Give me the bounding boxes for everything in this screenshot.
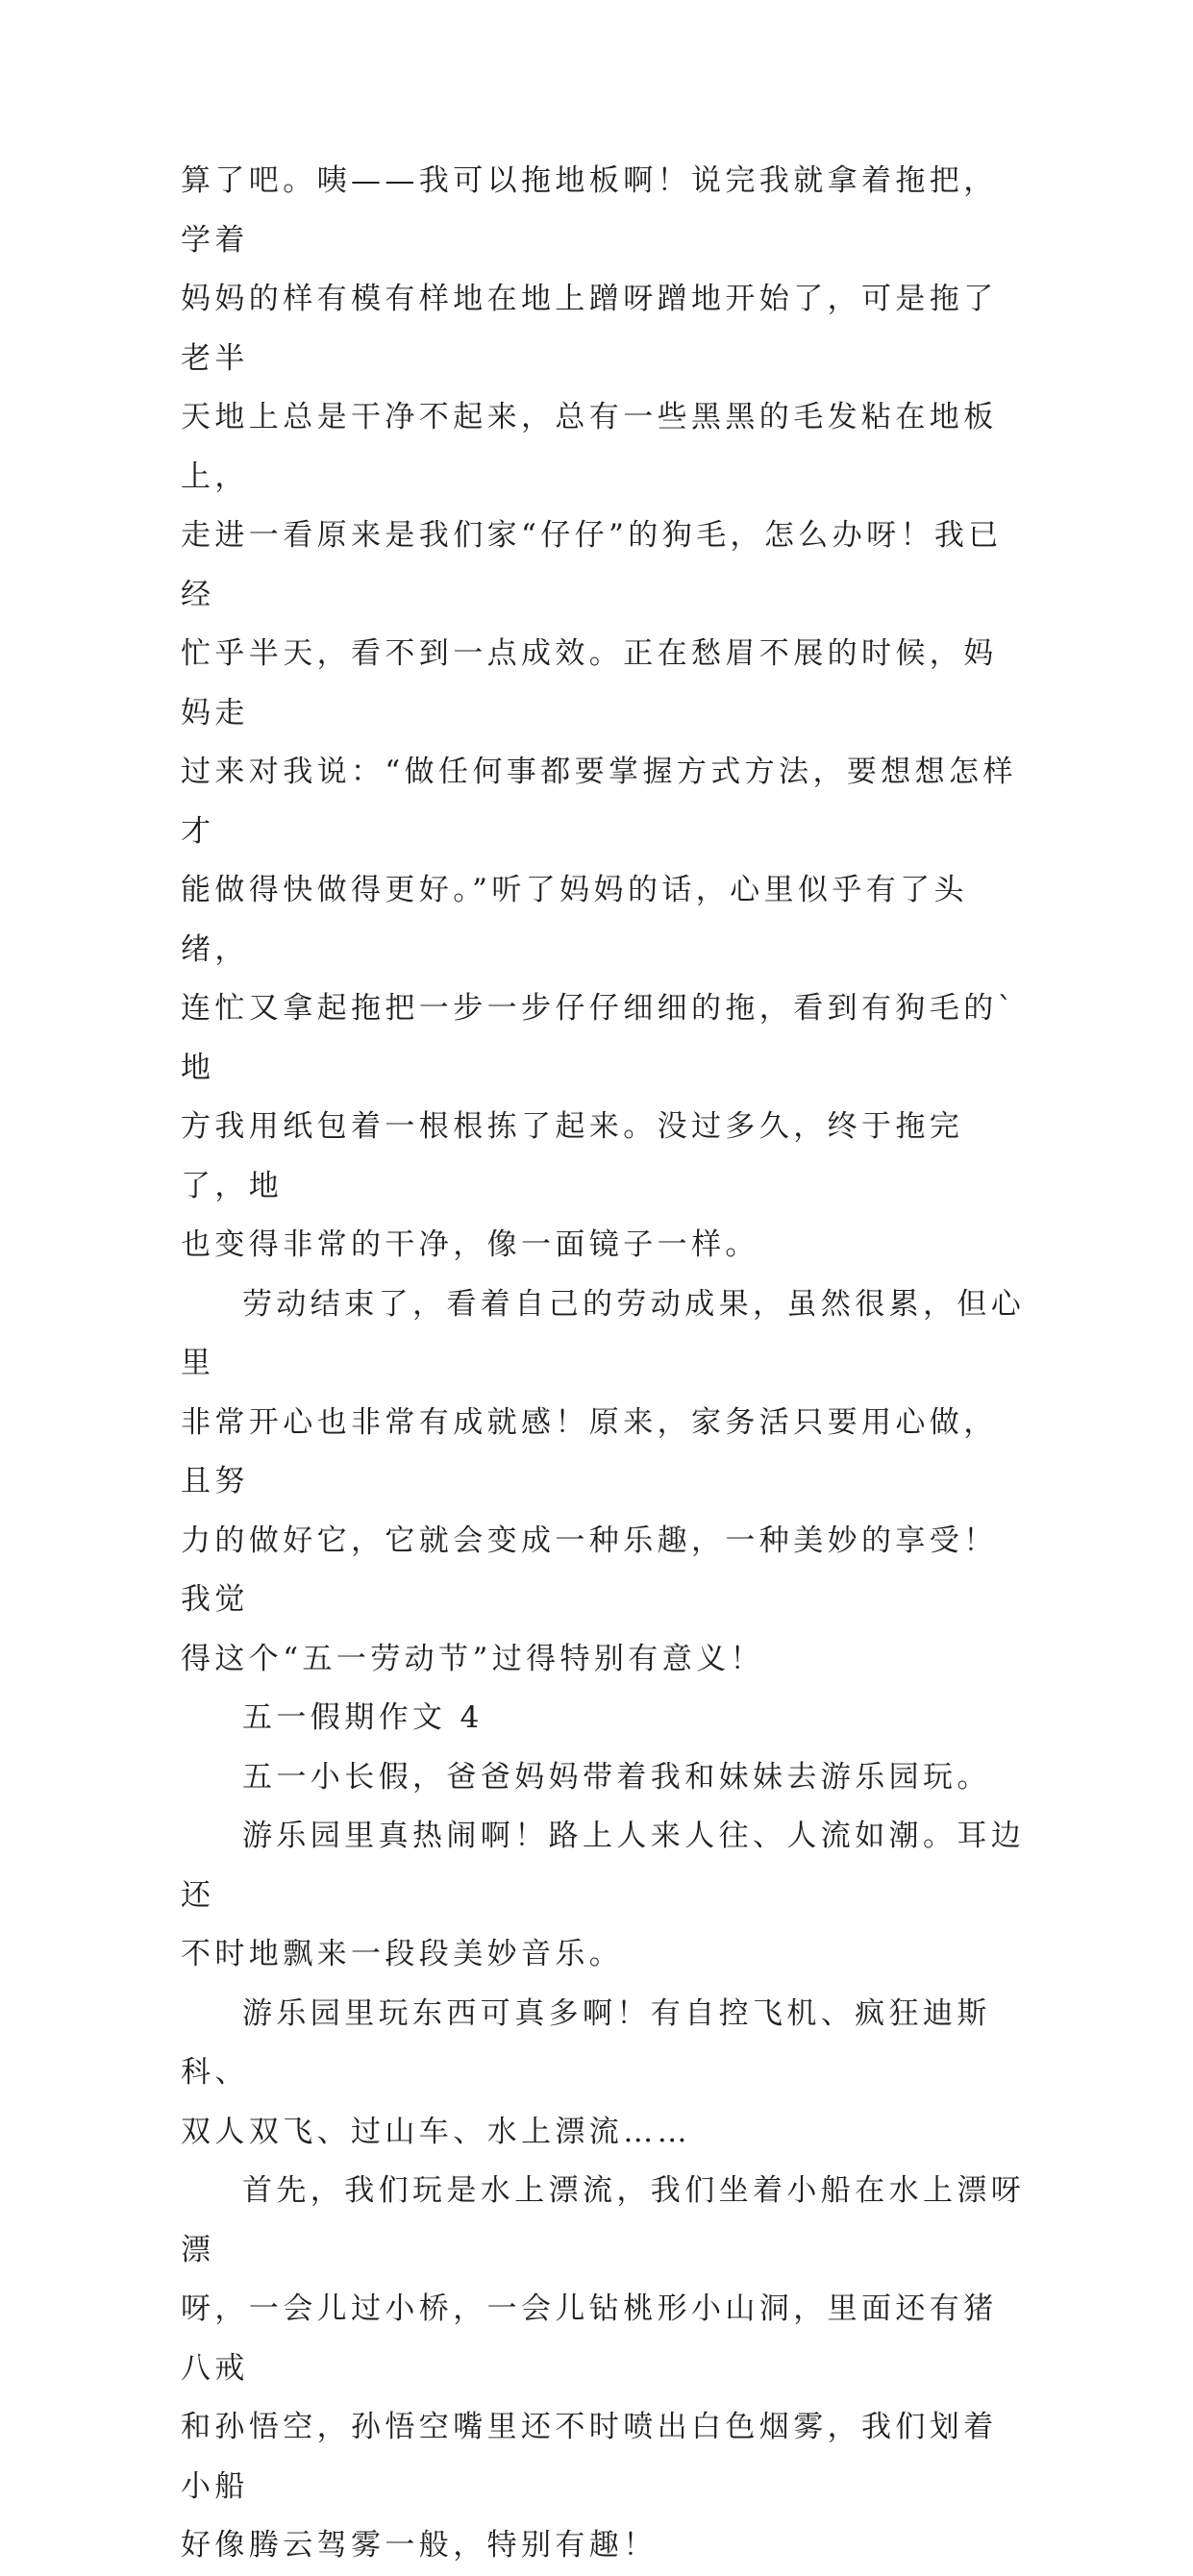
paragraph-holiday-intro: 五一小长假，爸爸妈妈带着我和妹妹去游乐园玩。 [242, 1759, 991, 1795]
paragraph-park-rides: 游乐园里玩东西可真多啊！有自控飞机、疯狂迪斯科、 双人双飞、过山车、水上漂流…… [181, 1995, 991, 2149]
paragraph-water-rafting: 首先，我们玩是水上漂流，我们坐着小船在水上漂呀漂 呀，一会儿过小桥，一会儿钻桃形小山洞，里面还有猪八戒 和孙悟空，孙悟空嘴里还不时喷出白色烟雾，我们划着小船 好像腾云驾雾一般，特别有趣！ [181, 2173, 1026, 2563]
essay-heading-4: 五一假期作文 4 [242, 1700, 484, 1735]
paragraph-labor-reflection: 劳动结束了，看着自己的劳动成果，虽然很累，但心里 非常开心也非常有成就感！原来，家务活只要用心做，且努 力的做好它，它就会变成一种乐趣，一种美妙的享受！我觉 得这个“五一劳动节”过得特别有意义！ [181, 1286, 1026, 1676]
article-body [181, 152, 1027, 2576]
paragraph-mopping-floor: 算了吧。咦——我可以拖地板啊！说完我就拿着拖把，学着 妈妈的样有模有样地在地上蹭呀蹭地开始了，可是拖了老半 天地上总是干净不起来，总有一些黑黑的毛发粘在地板上， 走进一看原来是我们家“仔仔”的狗毛，怎么办呀！我已经 忙乎半天，看不到一点成效。正在愁眉不展的时候，妈妈走 过来对我说：“做任何事都要掌握方式方法，要想想怎样才 能做得快做得更好。”听了妈妈的话，心里似乎有了头绪， 连忙又拿起拖把一步一步仔仔细细的拖，看到有狗毛的`地 方我用纸包着一根根拣了起来。没过多久，终于拖完了，地 也变得非常的干净，像一面镜子一样。 [181, 163, 1017, 1262]
paragraph-park-lively: 游乐园里真热闹啊！路上人来人往、人流如潮。耳边还 不时地飘来一段段美妙音乐。 [181, 1819, 1026, 1971]
